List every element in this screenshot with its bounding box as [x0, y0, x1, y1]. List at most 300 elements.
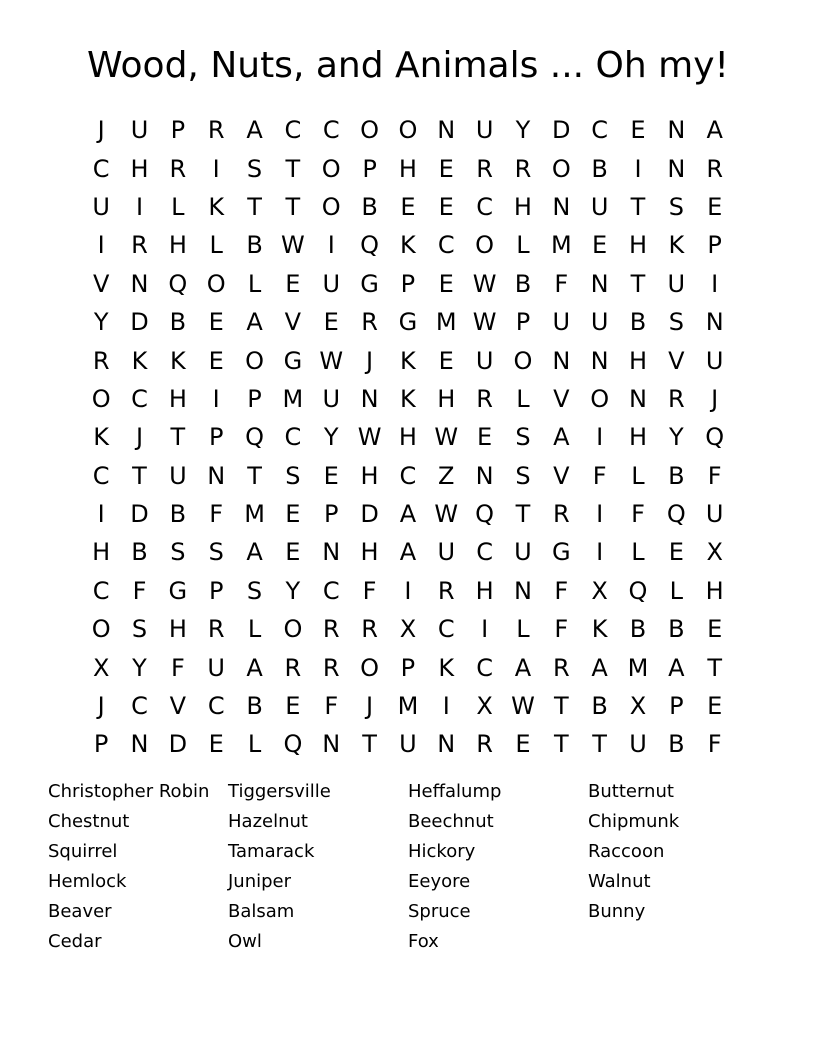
grid-letter[interactable]: R: [92, 346, 110, 375]
grid-letter[interactable]: B: [668, 615, 685, 644]
grid-letter[interactable]: E: [323, 461, 339, 490]
grid-letter[interactable]: N: [513, 576, 532, 605]
grid-letter[interactable]: N: [207, 461, 226, 490]
grid-letter[interactable]: E: [400, 192, 416, 221]
grid-letter[interactable]: U: [437, 538, 456, 567]
grid-letter[interactable]: M: [550, 231, 572, 260]
grid-letter[interactable]: H: [513, 192, 532, 221]
grid-letter[interactable]: Q: [475, 500, 495, 529]
grid-letter[interactable]: K: [400, 346, 416, 375]
grid-letter[interactable]: P: [208, 423, 224, 452]
grid-letter[interactable]: P: [247, 384, 262, 413]
grid-letter[interactable]: F: [707, 461, 722, 490]
grid-letter[interactable]: R: [207, 116, 225, 145]
grid-letter[interactable]: R: [322, 615, 340, 644]
grid-letter[interactable]: V: [553, 384, 570, 413]
grid-letter[interactable]: D: [360, 500, 379, 529]
grid-letter[interactable]: T: [515, 500, 531, 529]
grid-letter[interactable]: I: [711, 269, 719, 298]
grid-letter[interactable]: M: [397, 692, 419, 721]
grid-letter[interactable]: I: [596, 423, 604, 452]
grid-letter[interactable]: F: [324, 692, 339, 721]
grid-letter[interactable]: K: [93, 423, 110, 452]
grid-letter[interactable]: X: [706, 538, 723, 567]
grid-letter[interactable]: U: [475, 346, 494, 375]
grid-letter[interactable]: U: [92, 192, 110, 221]
grid-letter[interactable]: S: [246, 154, 263, 183]
grid-letter[interactable]: N: [667, 154, 686, 183]
grid-letter[interactable]: F: [592, 461, 607, 490]
grid-letter[interactable]: K: [131, 346, 148, 375]
grid-letter[interactable]: S: [208, 538, 224, 567]
grid-letter[interactable]: F: [170, 653, 185, 682]
grid-letter[interactable]: P: [362, 154, 377, 183]
grid-letter[interactable]: L: [516, 231, 530, 260]
grid-letter[interactable]: K: [438, 653, 455, 682]
grid-letter[interactable]: E: [630, 116, 646, 145]
grid-letter[interactable]: A: [553, 423, 570, 452]
grid-letter[interactable]: R: [476, 154, 493, 183]
grid-letter[interactable]: P: [707, 231, 722, 260]
grid-letter[interactable]: F: [631, 500, 645, 529]
grid-letter[interactable]: T: [285, 154, 301, 183]
grid-letter[interactable]: N: [437, 116, 456, 145]
grid-letter[interactable]: B: [629, 615, 647, 644]
grid-letter[interactable]: R: [361, 615, 378, 644]
grid-letter[interactable]: C: [437, 615, 455, 644]
grid-row: [82, 533, 734, 571]
grid-letter[interactable]: D: [130, 500, 149, 529]
grid-letter[interactable]: C: [476, 538, 493, 567]
grid-letter[interactable]: E: [668, 538, 684, 567]
grid-letter[interactable]: E: [285, 692, 301, 721]
grid-letter[interactable]: C: [437, 231, 455, 260]
grid-letter[interactable]: U: [399, 730, 417, 759]
grid-letter[interactable]: V: [553, 461, 570, 490]
grid-letter[interactable]: R: [169, 154, 187, 183]
grid-letter[interactable]: I: [634, 154, 642, 183]
grid-letter[interactable]: W: [319, 346, 344, 375]
grid-letter[interactable]: O: [245, 346, 264, 375]
grid-letter[interactable]: P: [93, 730, 109, 759]
grid-letter[interactable]: R: [131, 231, 148, 260]
grid-letter[interactable]: X: [476, 692, 493, 721]
grid-letter[interactable]: T: [630, 192, 646, 221]
grid-letter[interactable]: B: [169, 308, 187, 337]
grid-letter[interactable]: E: [208, 346, 224, 375]
grid-letter[interactable]: I: [596, 538, 604, 567]
grid-letter[interactable]: H: [705, 576, 724, 605]
grid-letter[interactable]: Q: [283, 730, 303, 759]
grid-letter[interactable]: F: [707, 730, 722, 759]
grid-letter[interactable]: G: [360, 269, 379, 298]
grid-letter[interactable]: U: [130, 116, 149, 145]
grid-letter[interactable]: N: [590, 269, 609, 298]
grid-letter[interactable]: O: [398, 116, 418, 145]
word-list-item: Bunny: [588, 901, 646, 922]
grid-letter[interactable]: C: [131, 692, 148, 721]
grid-letter[interactable]: Y: [93, 308, 109, 337]
grid-letter[interactable]: G: [283, 346, 303, 375]
grid-letter[interactable]: W: [472, 308, 497, 337]
grid-letter[interactable]: H: [92, 538, 111, 567]
grid-letter[interactable]: H: [628, 423, 647, 452]
grid-letter[interactable]: N: [629, 384, 647, 413]
grid-letter[interactable]: N: [130, 730, 149, 759]
grid-row: [82, 725, 734, 763]
grid-letter[interactable]: E: [208, 730, 224, 759]
grid-letter[interactable]: U: [322, 269, 341, 298]
grid-letter[interactable]: O: [360, 116, 380, 145]
grid-letter[interactable]: G: [168, 576, 188, 605]
grid-letter[interactable]: R: [437, 576, 455, 605]
grid-letter[interactable]: N: [360, 384, 379, 413]
grid-letter[interactable]: S: [246, 576, 263, 605]
grid-letter[interactable]: M: [282, 384, 304, 413]
grid-letter[interactable]: C: [284, 116, 302, 145]
grid-letter[interactable]: O: [91, 384, 111, 413]
grid-letter[interactable]: J: [135, 423, 144, 452]
grid-letter[interactable]: E: [707, 692, 723, 721]
grid-letter[interactable]: I: [442, 692, 450, 721]
grid-letter[interactable]: R: [284, 653, 302, 682]
grid-row: [82, 303, 734, 341]
grid-letter[interactable]: L: [247, 730, 262, 759]
grid-letter[interactable]: X: [591, 576, 608, 605]
grid-letter[interactable]: Y: [285, 576, 301, 605]
grid-letter[interactable]: B: [169, 500, 187, 529]
grid-letter[interactable]: F: [554, 269, 569, 298]
grid-letter[interactable]: O: [360, 653, 380, 682]
grid-letter[interactable]: U: [705, 346, 724, 375]
grid-letter[interactable]: E: [515, 730, 531, 759]
grid-letter[interactable]: S: [515, 423, 531, 452]
grid-letter[interactable]: F: [362, 576, 377, 605]
grid-letter[interactable]: J: [366, 346, 374, 375]
grid-letter[interactable]: N: [590, 346, 609, 375]
grid-letter[interactable]: Q: [666, 500, 686, 529]
grid-letter[interactable]: A: [668, 653, 685, 682]
grid-letter[interactable]: L: [209, 231, 223, 260]
grid-letter[interactable]: T: [285, 192, 301, 221]
grid-letter[interactable]: S: [515, 461, 531, 490]
grid-letter[interactable]: R: [552, 653, 570, 682]
grid-letter[interactable]: Y: [515, 116, 531, 145]
grid-letter[interactable]: L: [171, 192, 185, 221]
grid-letter[interactable]: B: [131, 538, 148, 567]
grid-letter[interactable]: Q: [705, 423, 725, 452]
grid-letter[interactable]: S: [170, 538, 186, 567]
grid-letter[interactable]: O: [283, 615, 303, 644]
grid-letter[interactable]: C: [322, 576, 340, 605]
grid-letter[interactable]: L: [516, 615, 530, 644]
grid-letter[interactable]: G: [551, 538, 571, 567]
grid-letter[interactable]: S: [285, 461, 301, 490]
grid-letter[interactable]: O: [590, 384, 610, 413]
grid-letter[interactable]: R: [207, 615, 225, 644]
grid-letter[interactable]: J: [97, 692, 105, 721]
grid-letter[interactable]: T: [630, 269, 646, 298]
grid-letter[interactable]: T: [553, 730, 569, 759]
grid-letter[interactable]: H: [168, 615, 187, 644]
grid-letter[interactable]: C: [476, 653, 493, 682]
grid-letter[interactable]: M: [435, 308, 457, 337]
grid-letter[interactable]: W: [434, 423, 459, 452]
grid-letter[interactable]: L: [247, 615, 262, 644]
grid-letter[interactable]: U: [552, 308, 571, 337]
grid-letter[interactable]: S: [668, 308, 684, 337]
grid-letter[interactable]: C: [131, 384, 148, 413]
grid-letter[interactable]: D: [168, 730, 188, 759]
grid-row: [82, 418, 734, 456]
grid-letter[interactable]: T: [132, 461, 147, 490]
grid-letter[interactable]: E: [285, 538, 301, 567]
grid-letter[interactable]: L: [516, 384, 530, 413]
grid-letter[interactable]: E: [707, 615, 723, 644]
grid-letter[interactable]: G: [398, 308, 418, 337]
grid-letter[interactable]: B: [668, 730, 685, 759]
grid-letter[interactable]: V: [169, 692, 187, 721]
grid-letter[interactable]: H: [628, 231, 647, 260]
grid-letter[interactable]: Q: [360, 231, 380, 260]
grid-letter[interactable]: E: [285, 269, 301, 298]
grid-letter[interactable]: T: [247, 192, 262, 221]
grid-letter[interactable]: A: [246, 308, 263, 337]
grid-letter[interactable]: W: [357, 423, 382, 452]
grid-letter[interactable]: M: [627, 653, 649, 682]
grid-letter[interactable]: B: [591, 154, 608, 183]
grid-letter[interactable]: K: [591, 615, 608, 644]
grid-letter[interactable]: E: [438, 269, 454, 298]
grid-letter[interactable]: K: [169, 346, 186, 375]
grid-letter[interactable]: U: [514, 538, 532, 567]
grid-letter[interactable]: T: [170, 423, 186, 452]
grid-letter[interactable]: H: [360, 538, 379, 567]
grid-letter[interactable]: P: [323, 500, 339, 529]
grid-letter[interactable]: H: [168, 384, 187, 413]
grid-letter[interactable]: C: [399, 461, 417, 490]
grid-letter[interactable]: W: [281, 231, 305, 260]
grid-letter[interactable]: R: [514, 154, 532, 183]
grid-letter[interactable]: S: [668, 192, 684, 221]
grid-letter[interactable]: T: [362, 730, 377, 759]
grid-letter[interactable]: Y: [668, 423, 684, 452]
grid-letter[interactable]: K: [668, 231, 685, 260]
grid-letter[interactable]: R: [667, 384, 685, 413]
grid-letter[interactable]: N: [475, 461, 494, 490]
grid-letter[interactable]: R: [706, 154, 724, 183]
puzzle-title: Wood, Nuts, and Animals ... Oh my!: [87, 45, 729, 86]
grid-letter[interactable]: H: [168, 231, 187, 260]
grid-letter[interactable]: A: [246, 653, 263, 682]
grid-letter[interactable]: T: [553, 692, 569, 721]
grid-letter[interactable]: H: [398, 423, 417, 452]
grid-letter[interactable]: E: [592, 231, 608, 260]
grid-letter[interactable]: R: [361, 308, 378, 337]
grid-letter[interactable]: N: [437, 730, 456, 759]
grid-letter[interactable]: E: [438, 346, 454, 375]
grid-letter[interactable]: N: [322, 730, 341, 759]
grid-letter[interactable]: B: [246, 692, 263, 721]
grid-letter[interactable]: W: [511, 692, 535, 721]
grid-letter[interactable]: C: [207, 692, 225, 721]
grid-letter[interactable]: M: [244, 500, 265, 529]
grid-letter[interactable]: L: [631, 461, 645, 490]
grid-letter[interactable]: B: [668, 461, 685, 490]
grid-letter[interactable]: E: [477, 423, 493, 452]
grid-letter[interactable]: A: [399, 500, 417, 529]
grid-letter[interactable]: L: [247, 269, 262, 298]
grid-letter[interactable]: P: [400, 653, 416, 682]
grid-letter[interactable]: U: [322, 384, 341, 413]
grid-letter[interactable]: J: [97, 116, 105, 145]
grid-letter[interactable]: R: [476, 384, 493, 413]
grid-letter[interactable]: B: [361, 192, 378, 221]
grid-letter[interactable]: I: [327, 231, 335, 260]
grid-letter[interactable]: J: [366, 692, 374, 721]
grid-letter[interactable]: W: [434, 500, 459, 529]
grid-letter[interactable]: C: [322, 116, 340, 145]
grid-letter[interactable]: N: [552, 192, 571, 221]
grid-letter[interactable]: A: [591, 653, 608, 682]
grid-letter[interactable]: I: [212, 384, 220, 413]
grid-letter[interactable]: A: [246, 116, 263, 145]
grid-letter[interactable]: A: [399, 538, 417, 567]
grid-letter[interactable]: V: [92, 269, 110, 298]
grid-letter[interactable]: Y: [132, 653, 147, 682]
grid-letter[interactable]: B: [591, 692, 608, 721]
grid-letter[interactable]: R: [476, 730, 493, 759]
grid-letter[interactable]: S: [131, 615, 148, 644]
grid-letter[interactable]: F: [554, 576, 569, 605]
grid-letter[interactable]: O: [321, 154, 341, 183]
word-list-item: Chipmunk: [588, 811, 680, 832]
grid-letter[interactable]: V: [668, 346, 685, 375]
grid-letter[interactable]: E: [285, 500, 301, 529]
grid-letter[interactable]: D: [552, 116, 571, 145]
grid-letter[interactable]: U: [475, 116, 494, 145]
grid-letter[interactable]: P: [208, 576, 224, 605]
grid-letter[interactable]: O: [513, 346, 533, 375]
grid-letter[interactable]: O: [206, 269, 226, 298]
grid-letter[interactable]: I: [97, 500, 105, 529]
grid-letter[interactable]: B: [514, 269, 532, 298]
grid-letter[interactable]: H: [130, 154, 149, 183]
grid-letter[interactable]: B: [629, 308, 647, 337]
grid-letter[interactable]: U: [705, 500, 724, 529]
grid-letter[interactable]: A: [246, 538, 263, 567]
grid-letter[interactable]: I: [404, 576, 412, 605]
grid-letter[interactable]: F: [209, 500, 224, 529]
grid-row: [82, 457, 734, 495]
grid-letter[interactable]: U: [207, 653, 225, 682]
grid-letter[interactable]: E: [438, 192, 454, 221]
grid-letter[interactable]: U: [590, 192, 609, 221]
grid-letter[interactable]: U: [667, 269, 686, 298]
grid-letter[interactable]: R: [322, 653, 340, 682]
grid-letter[interactable]: T: [707, 653, 722, 682]
letter-grid[interactable]: [82, 111, 734, 764]
grid-letter[interactable]: I: [97, 231, 105, 260]
grid-letter[interactable]: C: [92, 154, 110, 183]
word-list-item: Owl: [228, 931, 262, 952]
grid-letter[interactable]: K: [208, 192, 225, 221]
grid-letter[interactable]: L: [669, 576, 684, 605]
grid-letter[interactable]: E: [323, 308, 339, 337]
grid-letter[interactable]: C: [92, 576, 110, 605]
grid-letter[interactable]: X: [399, 615, 417, 644]
grid-letter[interactable]: C: [92, 461, 110, 490]
grid-letter[interactable]: D: [130, 308, 149, 337]
grid-letter[interactable]: N: [130, 269, 149, 298]
grid-letter[interactable]: Q: [245, 423, 264, 452]
grid-letter[interactable]: F: [132, 576, 147, 605]
grid-letter[interactable]: Q: [168, 269, 188, 298]
grid-letter[interactable]: O: [91, 615, 111, 644]
grid-letter[interactable]: F: [554, 615, 569, 644]
grid-letter[interactable]: O: [321, 192, 341, 221]
grid-letter[interactable]: C: [476, 192, 493, 221]
grid-letter[interactable]: U: [169, 461, 187, 490]
grid-letter[interactable]: N: [667, 116, 686, 145]
grid-letter[interactable]: L: [631, 538, 645, 567]
grid-letter[interactable]: U: [629, 730, 647, 759]
grid-letter[interactable]: A: [706, 116, 723, 145]
grid-letter[interactable]: O: [475, 231, 495, 260]
grid-letter[interactable]: T: [247, 461, 262, 490]
grid-letter[interactable]: Q: [628, 576, 648, 605]
grid-letter[interactable]: K: [400, 384, 416, 413]
grid-letter[interactable]: P: [669, 692, 684, 721]
grid-letter[interactable]: I: [135, 192, 144, 221]
grid-letter[interactable]: H: [360, 461, 379, 490]
grid-letter[interactable]: T: [592, 730, 607, 759]
grid-letter[interactable]: E: [438, 154, 454, 183]
grid-letter[interactable]: I: [481, 615, 489, 644]
grid-letter[interactable]: O: [551, 154, 571, 183]
grid-letter[interactable]: H: [437, 384, 456, 413]
grid-letter[interactable]: I: [596, 500, 604, 529]
grid-letter[interactable]: P: [515, 308, 531, 337]
grid-letter[interactable]: C: [591, 116, 609, 145]
grid-letter[interactable]: W: [472, 269, 497, 298]
word-list-item: Chestnut: [48, 811, 130, 832]
grid-letter[interactable]: Z: [438, 461, 455, 490]
grid-letter[interactable]: C: [284, 423, 302, 452]
grid-letter[interactable]: U: [590, 308, 609, 337]
grid-letter[interactable]: Y: [323, 423, 339, 452]
grid-letter[interactable]: B: [246, 231, 263, 260]
grid-letter[interactable]: E: [208, 308, 224, 337]
grid-letter[interactable]: J: [711, 384, 719, 413]
grid-letter[interactable]: N: [552, 346, 571, 375]
grid-letter[interactable]: E: [707, 192, 723, 221]
grid-letter[interactable]: H: [475, 576, 494, 605]
grid-letter[interactable]: X: [629, 692, 647, 721]
grid-letter[interactable]: V: [284, 308, 302, 337]
grid-letter[interactable]: P: [170, 116, 186, 145]
grid-letter[interactable]: N: [705, 308, 724, 337]
grid-letter[interactable]: H: [628, 346, 647, 375]
grid-letter[interactable]: R: [552, 500, 570, 529]
grid-letter[interactable]: X: [92, 653, 110, 682]
grid-letter[interactable]: A: [514, 653, 532, 682]
grid-letter[interactable]: K: [400, 231, 416, 260]
grid-letter[interactable]: P: [400, 269, 416, 298]
grid-letter[interactable]: H: [398, 154, 417, 183]
grid-letter[interactable]: N: [322, 538, 341, 567]
grid-letter[interactable]: I: [212, 154, 220, 183]
